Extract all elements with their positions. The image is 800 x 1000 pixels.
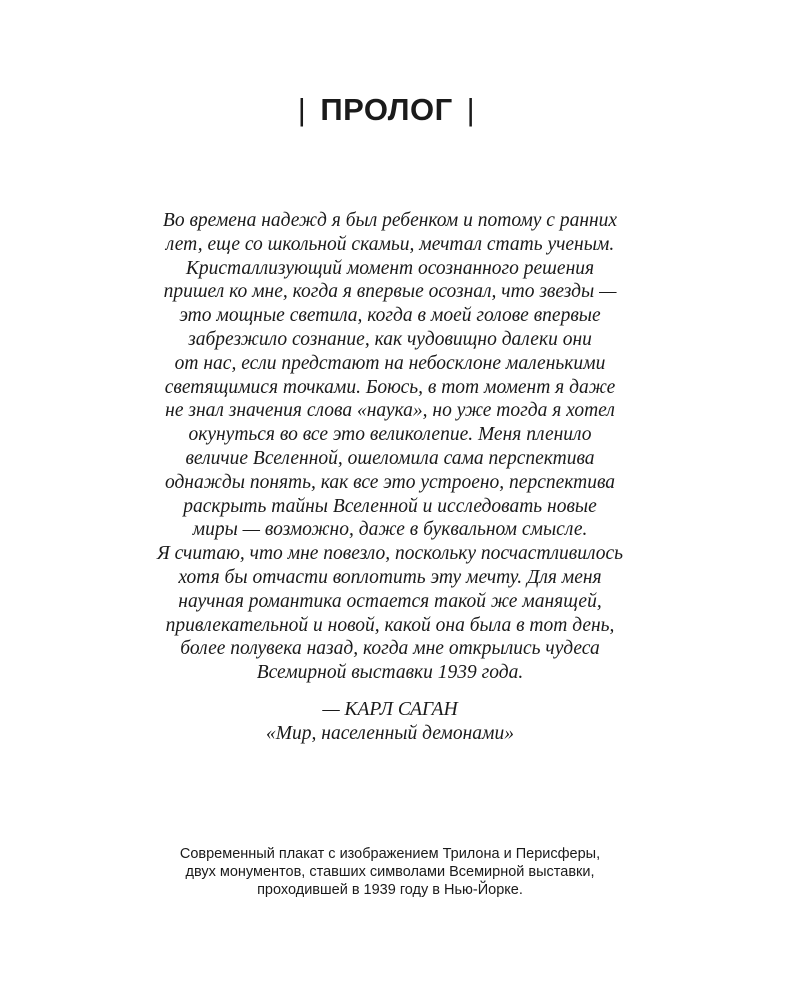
- epigraph-line: хотя бы отчасти воплотить эту мечту. Для меня: [178, 566, 602, 588]
- caption-line: двух монументов, ставших символами Всемирной выставки,: [185, 864, 595, 880]
- caption-line: проходившей в 1939 году в Нью-Йорке.: [257, 882, 523, 898]
- epigraph-line: более полувека назад, когда мне открылись чудеса: [180, 638, 600, 660]
- epigraph-line: научная романтика остается такой же манящей,: [178, 590, 602, 612]
- epigraph-line: Всемирной выставки 1939 года.: [256, 662, 524, 684]
- heading-left-bar: |: [297, 92, 307, 127]
- epigraph-line: Во времена надежд я был ребенком и потому с ранних: [162, 210, 618, 231]
- epigraph-line: однажды понять, как все это устроено, перспектива: [164, 471, 616, 493]
- epigraph-line: лет, еще со школьной скамьи, мечтал стать ученым.: [165, 233, 615, 255]
- epigraph-line: пришел ко мне, когда я впервые осознал, что звезды —: [163, 281, 617, 303]
- epigraph-line: раскрыть тайны Вселенной и исследовать новые: [183, 495, 597, 517]
- attribution-author: — КАРЛ САГАН: [322, 699, 458, 720]
- caption-line: Современный плакат с изображением Трилона и Перисферы,: [179, 846, 601, 862]
- epigraph-line: забрезжило сознание, как чудовищно далеки они: [188, 328, 592, 350]
- quote-attribution: [100, 698, 680, 746]
- epigraph-line: величие Вселенной, ошеломила сама перспектива: [185, 447, 595, 469]
- epigraph-line: привлекательной и новой, какой она была в тот день,: [165, 614, 615, 636]
- image-caption: [100, 845, 680, 899]
- chapter-title: ПРОЛОГ: [320, 92, 453, 127]
- epigraph-line: не знал значения слова «наука», но уже тогда я хотел: [165, 400, 615, 422]
- epigraph-line: миры — возможно, даже в буквальном смысле.: [192, 519, 588, 541]
- epigraph-line: Я считаю, что мне повезло, поскольку посчастливилось: [156, 543, 624, 565]
- epigraph-line: светящимися точками. Боюсь, в тот момент я даже: [164, 376, 616, 398]
- attribution-work-title: «Мир, населенный демонами»: [266, 723, 514, 744]
- chapter-heading: [0, 92, 773, 128]
- heading-right-bar: |: [466, 92, 476, 127]
- epigraph-line: окунуться во все это великолепие. Меня пленило: [188, 424, 592, 446]
- epigraph-quote: [100, 209, 680, 685]
- epigraph-line: это мощные светила, когда в моей голове впервые: [179, 305, 601, 327]
- epigraph-line: от нас, если предстают на небосклоне маленькими: [174, 352, 606, 374]
- epigraph-line: Кристаллизующий момент осознанного решения: [185, 257, 595, 279]
